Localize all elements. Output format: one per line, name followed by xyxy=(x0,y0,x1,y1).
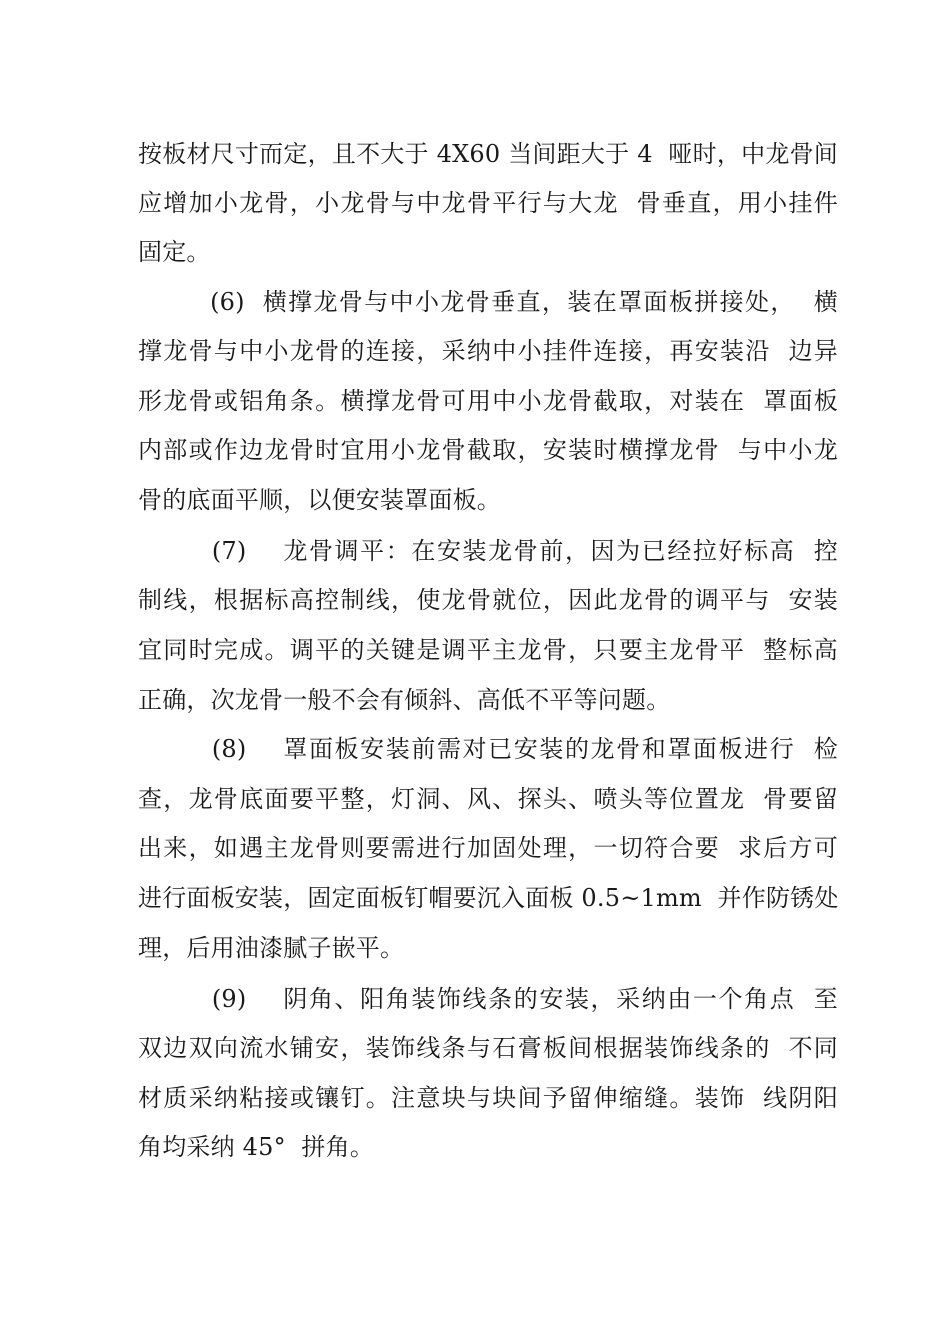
text-line: (9) 阴角、阳角装饰线条的安装，采纳由一个角点 至 xyxy=(138,985,838,1013)
text-line: 按板材尺寸而定，且不大于 4X60 当间距大于 4 哑时，中龙骨间 xyxy=(138,140,838,168)
text-line: 应增加小龙骨，小龙骨与中龙骨平行与大龙 骨垂直，用小挂件 xyxy=(138,189,838,217)
text-line: 角均采纳 45° 拼角。 xyxy=(138,1133,375,1161)
text-line: 内部或作边龙骨时宜用小龙骨截取，安装时横撑龙骨 与中小龙 xyxy=(138,436,838,464)
text-line: 宜同时完成。调平的关键是调平主龙骨，只要主龙骨平 整标高 xyxy=(138,636,838,664)
text-line: 制线，根据标高控制线，使龙骨就位，因此龙骨的调平与 安装 xyxy=(138,586,838,614)
text-line: (8) 罩面板安装前需对已安装的龙骨和罩面板进行 检 xyxy=(138,735,838,763)
text-line: 正确，次龙骨一般不会有倾斜、高低不平等问题。 xyxy=(138,686,671,714)
text-line: 骨的底面平顺，以便安装罩面板。 xyxy=(138,486,501,514)
text-line: 理，后用油漆腻子嵌平。 xyxy=(138,934,405,962)
text-line: (7) 龙骨调平：在安装龙骨前，因为已经拉好标高 控 xyxy=(138,537,838,565)
text-line: (6) 横撑龙骨与中小龙骨垂直，装在罩面板拼接处， 横 xyxy=(138,288,838,316)
text-line: 形龙骨或铝角条。横撑龙骨可用中小龙骨截取，对装在 罩面板 xyxy=(138,387,838,415)
text-line: 固定。 xyxy=(138,238,211,266)
text-line: 出来，如遇主龙骨则要需进行加固处理，一切符合要 求后方可 xyxy=(138,834,838,862)
text-line: 双边双向流水铺安，装饰线条与石膏板间根据装饰线条的 不同 xyxy=(138,1034,838,1062)
text-line: 材质采纳粘接或镶钉。注意块与块间予留伸缩缝。装饰 线阴阳 xyxy=(138,1084,838,1112)
text-line: 查，龙骨底面要平整，灯洞、风、探头、喷头等位置龙 骨要留 xyxy=(138,785,838,813)
text-line: 进行面板安装，固定面板钉帽要沉入面板 0.5~1mm 并作防锈处 xyxy=(138,884,839,912)
text-line: 撑龙骨与中小龙骨的连接，采纳中小挂件连接，再安装沿 边异 xyxy=(138,337,838,365)
